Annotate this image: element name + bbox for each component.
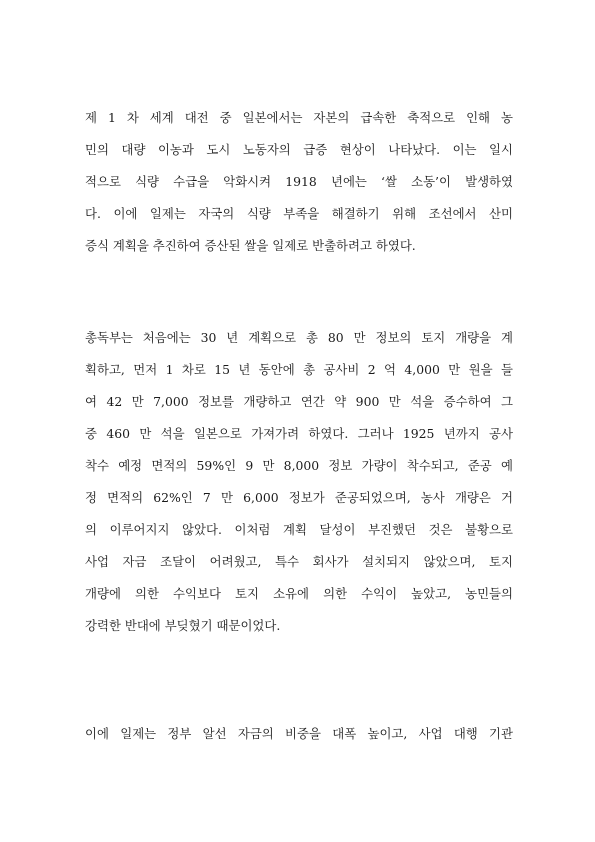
text-line: 여 42 만 7,000 정보를 개량하고 연간 약 900 만 석을 증수하여 그 [85, 394, 513, 409]
text-line: 이에 일제는 정부 알선 자금의 비중을 대폭 높이고, 사업 대행 기관 [85, 726, 513, 741]
paragraph-1 [85, 102, 513, 262]
text-line: 중 460 만 석을 일본으로 가져가려 하였다. 그러나 1925 년까지 공사 [85, 426, 513, 441]
text-line: 강력한 반대에 부딪혔기 때문이었다. [85, 618, 281, 633]
text-line: 총독부는 처음에는 30 년 계획으로 총 80 만 정보의 토지 개량을 계 [85, 330, 513, 345]
text-line: 착수 예정 면적의 59%인 9 만 8,000 정보 가량이 착수되고, 준공 예 [85, 458, 513, 473]
text-line: 다. 이에 일제는 자국의 식량 부족을 해결하기 위해 조선에서 산미 [85, 206, 513, 221]
text-line: 적으로 식량 수급을 악화시켜 1918 년에는 ‘쌀 소동’이 발생하였 [85, 174, 513, 189]
paragraph-2 [85, 322, 513, 642]
text-line: 획하고, 먼저 1 차로 15 년 동안에 총 공사비 2 억 4,000 만 원을 들 [85, 362, 513, 377]
paragraph-3 [85, 718, 513, 750]
text-line: 민의 대량 이농과 도시 노동자의 급증 현상이 나타났다. 이는 일시 [85, 142, 513, 157]
text-line: 의 이루어지지 않았다. 이처럼 계획 달성이 부진했던 것은 불황으로 [85, 522, 513, 537]
text-line: 정 면적의 62%인 7 만 6,000 정보가 준공되었으며, 농사 개량은 거 [85, 490, 513, 505]
text-line: 제 1 차 세계 대전 중 일본에서는 자본의 급속한 축적으로 인해 농 [85, 110, 513, 125]
text-line: 개량에 의한 수익보다 토지 소유에 의한 수익이 높았고, 농민들의 [85, 586, 513, 601]
text-line: 사업 자금 조달이 어려웠고, 특수 회사가 설치되지 않았으며, 토지 [85, 554, 513, 569]
text-line: 증식 계획을 추진하여 증산된 쌀을 일제로 반출하려고 하였다. [85, 238, 416, 253]
